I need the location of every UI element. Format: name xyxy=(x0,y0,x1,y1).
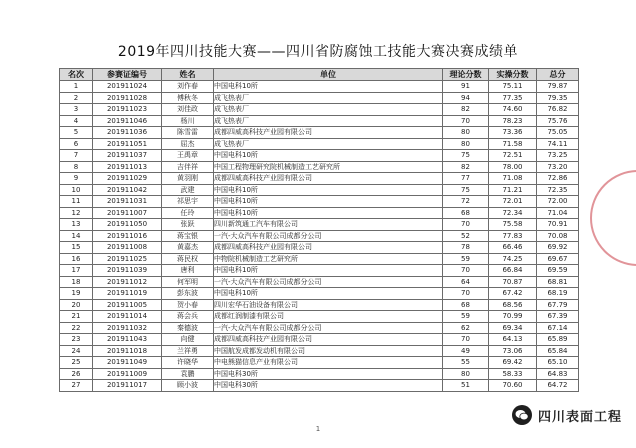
cell-entry-id: 201911018 xyxy=(93,345,162,357)
cell-unit: 中物院机械制造工艺研究所 xyxy=(214,253,443,265)
cell-practical-score: 58.33 xyxy=(489,368,537,380)
cell-entry-id: 201911008 xyxy=(93,242,162,254)
table-row xyxy=(60,115,579,127)
table-row xyxy=(60,184,579,196)
cell-theory-score: 68 xyxy=(443,207,489,219)
cell-practical-score: 78.00 xyxy=(489,161,537,173)
cell-theory-score: 68 xyxy=(443,299,489,311)
cell-entry-id: 201911017 xyxy=(93,380,162,392)
cell-theory-score: 94 xyxy=(443,92,489,104)
cell-unit: 中国电科10所 xyxy=(214,207,443,219)
cell-unit: 中国电科10所 xyxy=(214,150,443,162)
cell-entry-id: 201911039 xyxy=(93,265,162,277)
cell-unit: 一汽-大众汽车有限公司成都分公司 xyxy=(214,276,443,288)
cell-rank: 12 xyxy=(60,207,93,219)
cell-theory-score: 91 xyxy=(443,81,489,93)
table-row xyxy=(60,104,579,116)
cell-unit: 中国电科10所 xyxy=(214,265,443,277)
cell-rank: 4 xyxy=(60,115,93,127)
cell-name: 彭东波 xyxy=(162,288,214,300)
cell-practical-score: 73.36 xyxy=(489,127,537,139)
cell-entry-id: 201911032 xyxy=(93,322,162,334)
cell-total-score: 79.35 xyxy=(537,92,579,104)
cell-unit: 中国电科30所 xyxy=(214,380,443,392)
table-row xyxy=(60,311,579,323)
cell-rank: 16 xyxy=(60,253,93,265)
cell-unit: 中国电科10所 xyxy=(214,184,443,196)
cell-total-score: 79.87 xyxy=(537,81,579,93)
cell-unit: 成都红润制漆有限公司 xyxy=(214,311,443,323)
cell-theory-score: 70 xyxy=(443,265,489,277)
cell-total-score: 72.35 xyxy=(537,184,579,196)
table-row xyxy=(60,357,579,369)
cell-name: 蒋民权 xyxy=(162,253,214,265)
cell-entry-id: 201911009 xyxy=(93,368,162,380)
cell-rank: 25 xyxy=(60,357,93,369)
cell-theory-score: 80 xyxy=(443,138,489,150)
cell-name: 唐利 xyxy=(162,265,214,277)
cell-practical-score: 77.83 xyxy=(489,230,537,242)
cell-name: 杨川 xyxy=(162,115,214,127)
table-row xyxy=(60,380,579,392)
cell-unit: 一汽-大众汽车有限公司成都分公司 xyxy=(214,230,443,242)
cell-entry-id: 201911051 xyxy=(93,138,162,150)
cell-theory-score: 78 xyxy=(443,242,489,254)
cell-total-score: 69.59 xyxy=(537,265,579,277)
cell-rank: 14 xyxy=(60,230,93,242)
cell-total-score: 65.89 xyxy=(537,334,579,346)
cell-practical-score: 70.87 xyxy=(489,276,537,288)
page-number: 1 xyxy=(315,425,321,433)
cell-entry-id: 201911049 xyxy=(93,357,162,369)
cell-rank: 9 xyxy=(60,173,93,185)
cell-name: 顾小波 xyxy=(162,380,214,392)
cell-entry-id: 201911050 xyxy=(93,219,162,231)
table-row xyxy=(60,173,579,185)
cell-theory-score: 80 xyxy=(443,368,489,380)
cell-rank: 1 xyxy=(60,81,93,93)
cell-theory-score: 62 xyxy=(443,322,489,334)
cell-total-score: 75.76 xyxy=(537,115,579,127)
cell-rank: 10 xyxy=(60,184,93,196)
cell-rank: 18 xyxy=(60,276,93,288)
table-row xyxy=(60,322,579,334)
cell-name: 许晓华 xyxy=(162,357,214,369)
cell-practical-score: 68.56 xyxy=(489,299,537,311)
wechat-icon xyxy=(512,405,532,425)
cell-total-score: 65.84 xyxy=(537,345,579,357)
cell-entry-id: 201911036 xyxy=(93,127,162,139)
cell-total-score: 67.14 xyxy=(537,322,579,334)
cell-total-score: 69.92 xyxy=(537,242,579,254)
cell-rank: 11 xyxy=(60,196,93,208)
cell-theory-score: 70 xyxy=(443,334,489,346)
cell-practical-score: 70.60 xyxy=(489,380,537,392)
cell-name: 秦德波 xyxy=(162,322,214,334)
cell-unit: 成飞热表厂 xyxy=(214,138,443,150)
cell-unit: 四川新筑通工汽车有限公司 xyxy=(214,219,443,231)
cell-theory-score: 59 xyxy=(443,311,489,323)
table-row xyxy=(60,150,579,162)
cell-theory-score: 70 xyxy=(443,288,489,300)
cell-practical-score: 72.01 xyxy=(489,196,537,208)
header-entry-id: 参赛证编号 xyxy=(93,69,162,81)
cell-entry-id: 201911028 xyxy=(93,92,162,104)
cell-entry-id: 201911025 xyxy=(93,253,162,265)
official-seal-stamp xyxy=(590,170,636,266)
cell-total-score: 75.05 xyxy=(537,127,579,139)
cell-rank: 20 xyxy=(60,299,93,311)
cell-practical-score: 67.42 xyxy=(489,288,537,300)
cell-name: 刘佳政 xyxy=(162,104,214,116)
table-row xyxy=(60,242,579,254)
cell-rank: 7 xyxy=(60,150,93,162)
cell-name: 向健 xyxy=(162,334,214,346)
cell-entry-id: 201911029 xyxy=(93,173,162,185)
cell-theory-score: 82 xyxy=(443,104,489,116)
header-unit: 单位 xyxy=(214,69,443,81)
cell-rank: 21 xyxy=(60,311,93,323)
cell-unit: 中国航发成都发动机有限公司 xyxy=(214,345,443,357)
cell-theory-score: 51 xyxy=(443,380,489,392)
document-title: 2019年四川技能大赛——四川省防腐蚀工技能大赛决赛成绩单 xyxy=(117,44,519,60)
cell-total-score: 64.83 xyxy=(537,368,579,380)
cell-rank: 27 xyxy=(60,380,93,392)
table-row xyxy=(60,127,579,139)
cell-total-score: 72.00 xyxy=(537,196,579,208)
cell-total-score: 67.39 xyxy=(537,311,579,323)
cell-entry-id: 201911046 xyxy=(93,115,162,127)
cell-entry-id: 201911014 xyxy=(93,311,162,323)
table-row xyxy=(60,138,579,150)
header-practical-score: 实操分数 xyxy=(489,69,537,81)
table-row xyxy=(60,161,579,173)
table-row xyxy=(60,276,579,288)
cell-unit: 成飞热表厂 xyxy=(214,115,443,127)
cell-theory-score: 55 xyxy=(443,357,489,369)
table-row xyxy=(60,81,579,93)
cell-total-score: 72.86 xyxy=(537,173,579,185)
cell-rank: 3 xyxy=(60,104,93,116)
cell-name: 贺小春 xyxy=(162,299,214,311)
cell-practical-score: 77.35 xyxy=(489,92,537,104)
cell-theory-score: 75 xyxy=(443,150,489,162)
cell-entry-id: 201911037 xyxy=(93,150,162,162)
table-row xyxy=(60,207,579,219)
cell-name: 王禹章 xyxy=(162,150,214,162)
cell-practical-score: 66.84 xyxy=(489,265,537,277)
cell-rank: 6 xyxy=(60,138,93,150)
table-row xyxy=(60,345,579,357)
cell-total-score: 69.67 xyxy=(537,253,579,265)
cell-unit: 成飞热表厂 xyxy=(214,92,443,104)
cell-rank: 24 xyxy=(60,345,93,357)
cell-unit: 四川宏华石油设备有限公司 xyxy=(214,299,443,311)
cell-total-score: 65.10 xyxy=(537,357,579,369)
cell-practical-score: 69.34 xyxy=(489,322,537,334)
cell-practical-score: 73.06 xyxy=(489,345,537,357)
cell-theory-score: 72 xyxy=(443,196,489,208)
table-row xyxy=(60,219,579,231)
cell-theory-score: 70 xyxy=(443,115,489,127)
cell-name: 任玲 xyxy=(162,207,214,219)
cell-name: 黄嘉杰 xyxy=(162,242,214,254)
table-row xyxy=(60,230,579,242)
cell-total-score: 76.82 xyxy=(537,104,579,116)
cell-name: 黄羽刚 xyxy=(162,173,214,185)
cell-practical-score: 72.51 xyxy=(489,150,537,162)
cell-rank: 5 xyxy=(60,127,93,139)
cell-unit: 中国电科10所 xyxy=(214,196,443,208)
cell-name: 祁思宇 xyxy=(162,196,214,208)
cell-rank: 13 xyxy=(60,219,93,231)
cell-practical-score: 71.08 xyxy=(489,173,537,185)
table-row xyxy=(60,299,579,311)
cell-total-score: 64.72 xyxy=(537,380,579,392)
cell-theory-score: 70 xyxy=(443,219,489,231)
cell-practical-score: 70.99 xyxy=(489,311,537,323)
cell-rank: 2 xyxy=(60,92,93,104)
cell-practical-score: 74.25 xyxy=(489,253,537,265)
cell-unit: 中国电科10所 xyxy=(214,288,443,300)
table-row xyxy=(60,334,579,346)
cell-name: 吉伴祥 xyxy=(162,161,214,173)
cell-theory-score: 80 xyxy=(443,127,489,139)
table-row xyxy=(60,368,579,380)
cell-rank: 15 xyxy=(60,242,93,254)
cell-practical-score: 69.42 xyxy=(489,357,537,369)
cell-total-score: 71.04 xyxy=(537,207,579,219)
cell-total-score: 73.20 xyxy=(537,161,579,173)
cell-total-score: 68.81 xyxy=(537,276,579,288)
header-name: 姓名 xyxy=(162,69,214,81)
cell-name: 何军明 xyxy=(162,276,214,288)
cell-theory-score: 52 xyxy=(443,230,489,242)
cell-entry-id: 201911023 xyxy=(93,104,162,116)
cell-entry-id: 201911024 xyxy=(93,81,162,93)
cell-unit: 中国电科10所 xyxy=(214,81,443,93)
cell-theory-score: 59 xyxy=(443,253,489,265)
table-row xyxy=(60,253,579,265)
cell-practical-score: 75.58 xyxy=(489,219,537,231)
cell-name: 刘作春 xyxy=(162,81,214,93)
cell-rank: 19 xyxy=(60,288,93,300)
table-body xyxy=(60,81,579,392)
cell-practical-score: 75.11 xyxy=(489,81,537,93)
cell-practical-score: 66.46 xyxy=(489,242,537,254)
cell-total-score: 70.91 xyxy=(537,219,579,231)
cell-rank: 22 xyxy=(60,322,93,334)
cell-entry-id: 201911031 xyxy=(93,196,162,208)
cell-theory-score: 49 xyxy=(443,345,489,357)
cell-theory-score: 82 xyxy=(443,161,489,173)
watermark-badge xyxy=(506,400,628,430)
table-row xyxy=(60,196,579,208)
cell-unit: 一汽-大众汽车有限公司成都分公司 xyxy=(214,322,443,334)
cell-total-score: 73.25 xyxy=(537,150,579,162)
cell-unit: 中国电科30所 xyxy=(214,368,443,380)
cell-theory-score: 75 xyxy=(443,184,489,196)
cell-entry-id: 201911016 xyxy=(93,230,162,242)
cell-unit: 中电熊猫信息产业有限公司 xyxy=(214,357,443,369)
cell-entry-id: 201911042 xyxy=(93,184,162,196)
cell-name: 屈杰 xyxy=(162,138,214,150)
cell-name: 陈雪雷 xyxy=(162,127,214,139)
cell-unit: 成都四威高科技产业园有限公司 xyxy=(214,127,443,139)
cell-name: 蒋会兵 xyxy=(162,311,214,323)
cell-unit: 成都四威高科技产业园有限公司 xyxy=(214,334,443,346)
cell-rank: 26 xyxy=(60,368,93,380)
cell-practical-score: 71.21 xyxy=(489,184,537,196)
cell-unit: 成都四威高科技产业园有限公司 xyxy=(214,242,443,254)
cell-unit: 中国工程物理研究院机械制造工艺研究所 xyxy=(214,161,443,173)
cell-entry-id: 201911005 xyxy=(93,299,162,311)
cell-entry-id: 201911012 xyxy=(93,276,162,288)
cell-total-score: 74.11 xyxy=(537,138,579,150)
header-rank: 名次 xyxy=(60,69,93,81)
cell-practical-score: 78.23 xyxy=(489,115,537,127)
cell-practical-score: 74.60 xyxy=(489,104,537,116)
table-header-row xyxy=(60,69,579,81)
results-table xyxy=(59,68,579,392)
cell-total-score: 67.79 xyxy=(537,299,579,311)
cell-name: 张跃 xyxy=(162,219,214,231)
header-theory-score: 理论分数 xyxy=(443,69,489,81)
cell-total-score: 70.08 xyxy=(537,230,579,242)
cell-rank: 23 xyxy=(60,334,93,346)
cell-theory-score: 77 xyxy=(443,173,489,185)
cell-theory-score: 64 xyxy=(443,276,489,288)
cell-entry-id: 201911043 xyxy=(93,334,162,346)
cell-practical-score: 71.58 xyxy=(489,138,537,150)
cell-rank: 17 xyxy=(60,265,93,277)
header-total-score: 总分 xyxy=(537,69,579,81)
cell-rank: 8 xyxy=(60,161,93,173)
cell-total-score: 68.19 xyxy=(537,288,579,300)
cell-entry-id: 201911007 xyxy=(93,207,162,219)
cell-entry-id: 201911013 xyxy=(93,161,162,173)
cell-name: 傅秋冬 xyxy=(162,92,214,104)
cell-practical-score: 64.13 xyxy=(489,334,537,346)
table-row xyxy=(60,92,579,104)
cell-entry-id: 201911019 xyxy=(93,288,162,300)
cell-name: 袁鹏 xyxy=(162,368,214,380)
cell-practical-score: 72.34 xyxy=(489,207,537,219)
cell-name: 蒋宝银 xyxy=(162,230,214,242)
table-row xyxy=(60,265,579,277)
watermark-text: 四川表面工程 xyxy=(537,409,622,425)
cell-unit: 成飞热表厂 xyxy=(214,104,443,116)
cell-name: 兰祥勇 xyxy=(162,345,214,357)
table-row xyxy=(60,288,579,300)
cell-unit: 成都四威高科技产业园有限公司 xyxy=(214,173,443,185)
cell-name: 武建 xyxy=(162,184,214,196)
